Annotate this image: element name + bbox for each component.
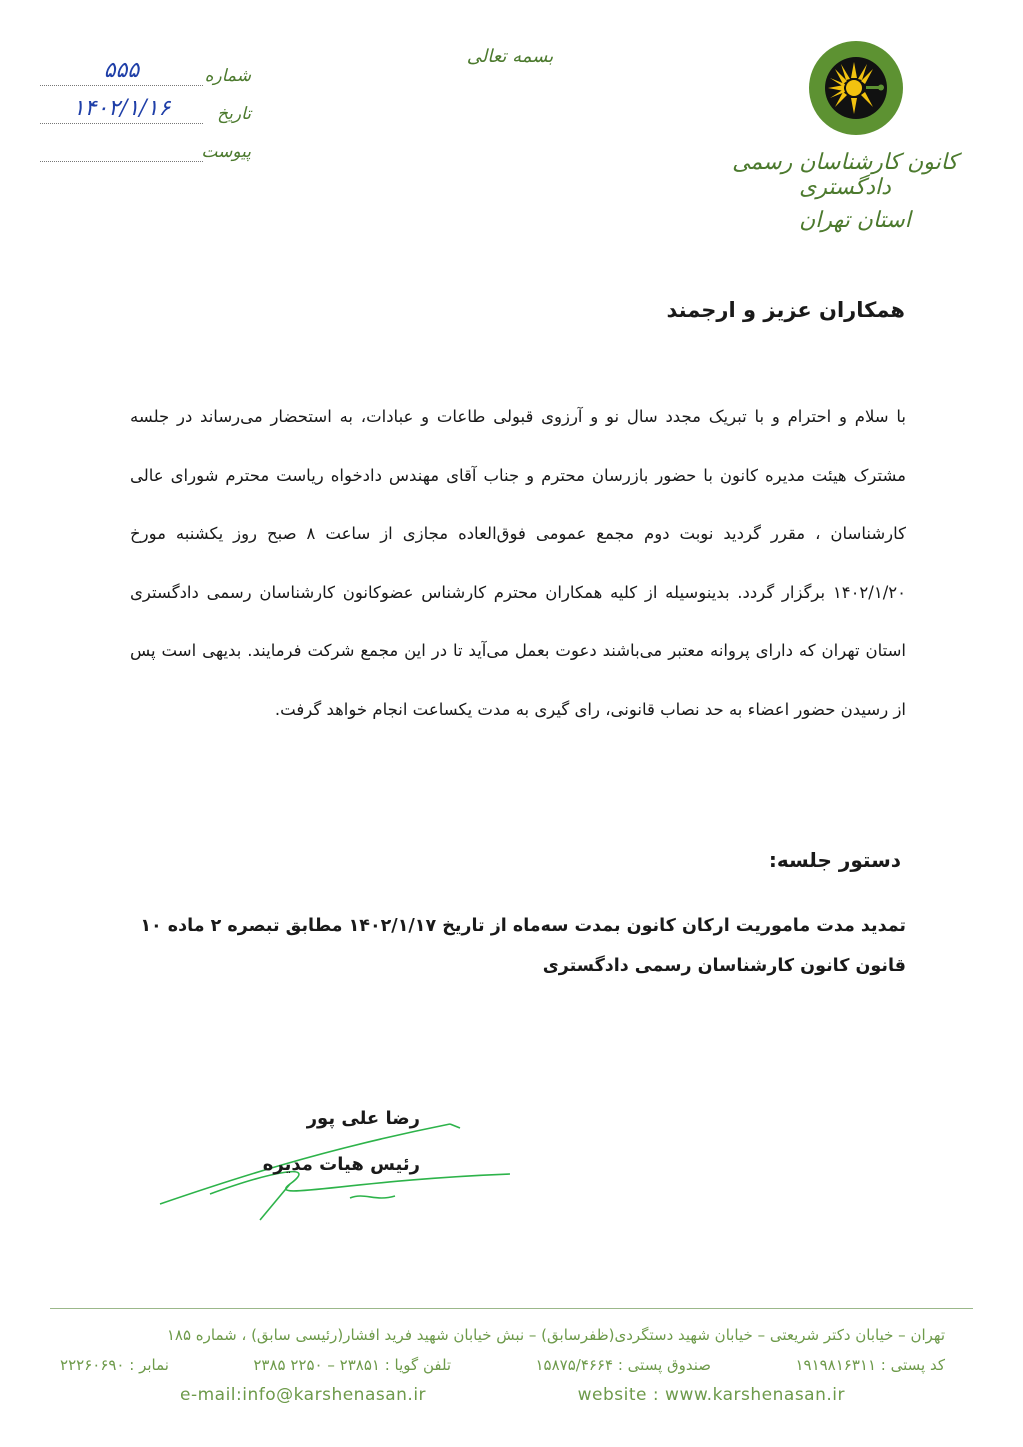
- meta-attachment-label: پیوست: [201, 142, 251, 162]
- salutation: همکاران عزیز و ارجمند: [666, 298, 905, 322]
- agenda-title: دستور جلسه:: [768, 848, 901, 872]
- meta-number-label: شماره: [204, 66, 251, 86]
- meta-date-row: [40, 86, 255, 124]
- footer-email-link[interactable]: e-mail:info@karshenasan.ir: [180, 1385, 427, 1405]
- meta-number-row: [40, 48, 255, 86]
- letter-meta: [40, 48, 255, 162]
- footer-po-box: صندوق پستی : ۱۵۸۷۵/۴۶۶۴: [535, 1356, 712, 1374]
- meta-attachment-value: [40, 135, 203, 162]
- signer-name: رضا علی پور: [306, 1108, 420, 1129]
- footer-web: [60, 1380, 945, 1410]
- footer-website-link[interactable]: website : www.karshenasan.ir: [577, 1385, 845, 1405]
- meta-attachment-row: [40, 124, 255, 162]
- organization-name: کانون کارشناسان رسمی دادگستری: [732, 150, 958, 200]
- meta-date-label: تاریخ: [217, 104, 251, 124]
- footer-contacts: [60, 1350, 945, 1380]
- footer: [60, 1320, 945, 1410]
- meta-date-value: ۱۴۰۲/۱/۱۶: [40, 97, 203, 124]
- organization-province: استان تهران: [799, 208, 911, 233]
- meta-number-value: ۵۵۵: [40, 59, 203, 86]
- footer-divider: [50, 1308, 973, 1309]
- signer-title: رئیس هیات مدیره: [262, 1154, 420, 1175]
- organization-logo-icon: [808, 40, 904, 136]
- footer-address: تهران – خیابان دکتر شریعتی – خیابان شهید دستگردی(ظفرسابق) – نبش خیابان شهید فرید افشار(رئیسی سابق) ، شماره ۱۸۵: [166, 1326, 945, 1344]
- agenda-body: تمدید مدت ماموریت ارکان کانون بمدت سه‌ماه از تاریخ ۱۴۰۲/۱/۱۷ مطابق تبصره ۲ ماده ۱۰ قانون کانون کارشناسان رسمی دادگستری: [140, 916, 906, 976]
- footer-fax: نمابر : ۲۲۲۶۰۶۹۰: [60, 1356, 169, 1374]
- footer-postal-code: کد پستی : ۱۹۱۹۸۱۶۳۱۱: [795, 1356, 945, 1374]
- footer-phone: تلفن گویا : ۲۳۸۵۱ – ۲۲۵۰ ۲۳۸۵: [253, 1356, 452, 1374]
- bismillah: بسمه تعالی: [466, 46, 554, 67]
- letter-body: با سلام و احترام و با تبریک مجدد سال نو و آرزوی قبولی طاعات و عبادات، به استحضار می‌رساند در جلسه مشترک هیئت مدیره کانون با حضور بازرسان محترم و جناب آقای مهندس دادخواه ریاست محترم شورای عالی کارشناسان ، مقرر گردید نوبت دوم مجمع عمومی فوق‌العاده مجازی از ساعت ۸ صبح روز یکشنبه مورخ ۱۴۰۲/۱/۲۰ برگزار گردد. بدینوسیله از کلیه همکاران محترم کارشناس عضوکانون کارشناسان رسمی دادگستری استان تهران که دارای پروانه معتبر می‌باشند دعوت بعمل می‌آید تا در این مجمع شرکت فرمایند. بدیهی است پس از رسیدن حضور اعضاء به حد نصاب قانونی، رای گیری به مدت یکساعت انجام خواهد گرفت.: [130, 407, 906, 719]
